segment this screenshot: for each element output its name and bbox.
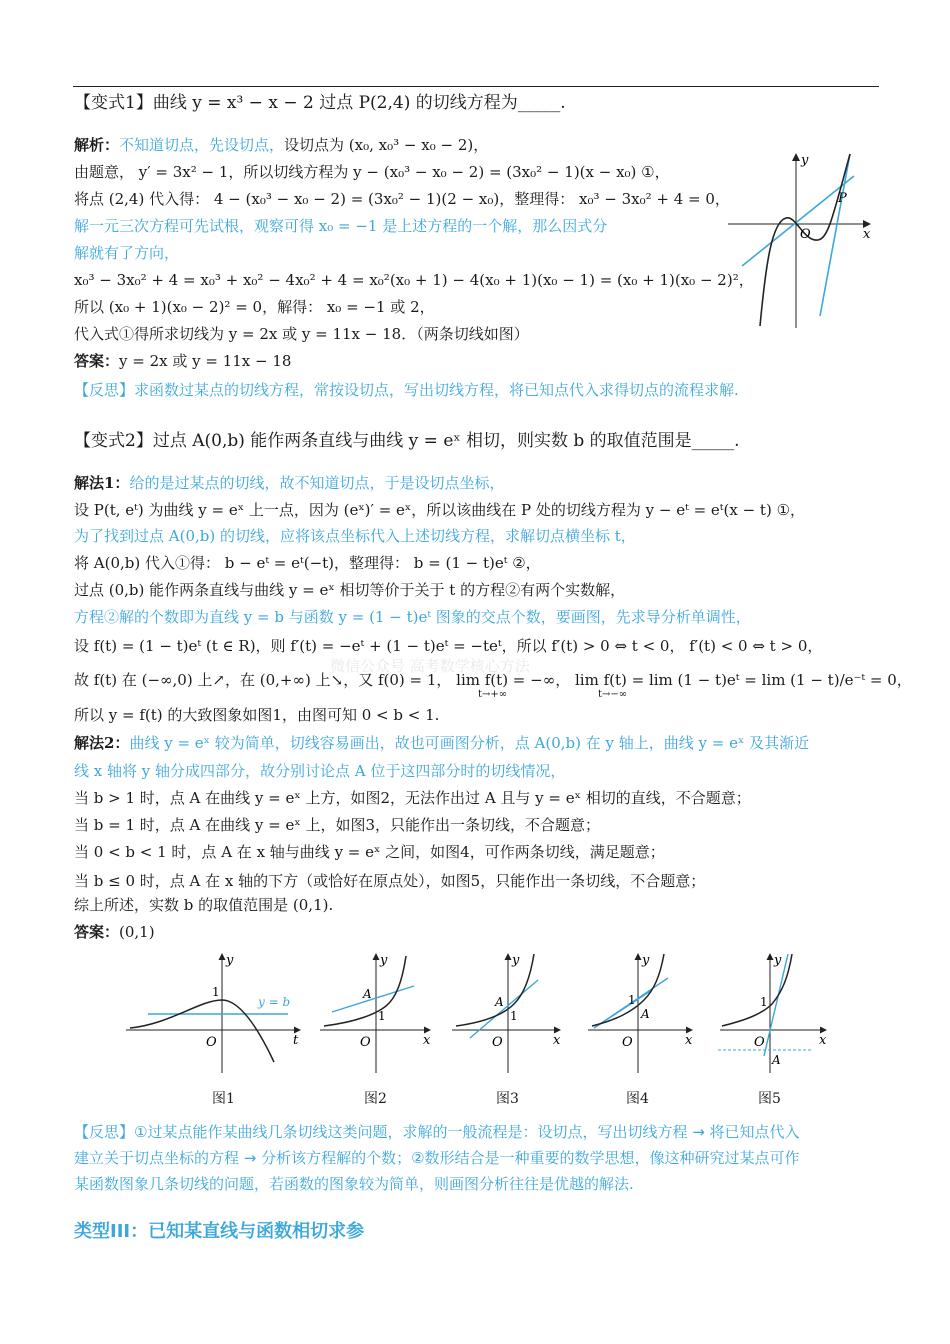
figure3 xyxy=(452,953,561,1073)
fig5-caption: 图5 xyxy=(758,1091,781,1107)
v2-method2-line1 xyxy=(74,733,809,753)
v2-summary: 综上所述，实数 b 的取值范围是 (0,1). xyxy=(74,896,334,914)
v2-line8: 故 f(t) 在 (−∞,0) 上↗，在 (0,+∞) 上↘，又 f(0) = 1， lim f(t) = −∞， lim f(t) = lim (1 − t)eᵗ = lim (1 − t)/e⁻ᵗ = 0， xyxy=(74,671,912,689)
v2-line6: 方程②解的个数即为直线 y = b 与函数 y = (1 − t)eᵗ 图象的交点个数，要画图，先求导分析单调性， xyxy=(74,608,751,626)
figure4 xyxy=(588,953,693,1073)
fig1-curve xyxy=(130,1000,274,1062)
figure2 xyxy=(320,953,431,1073)
watermark: 微信公众号 高考数学核心方法 xyxy=(330,657,530,675)
answer-label: 答案： xyxy=(74,923,120,941)
v2-reflection-line2: 建立关于切点坐标的方程 → 分析该方程解的个数；②数形结合是一种重要的数学思想，像这种研究过某点可作 xyxy=(74,1149,800,1167)
section-heading-type3: 类型III：已知某直线与函数相切求参 xyxy=(74,1221,365,1242)
v1-line4: 解一元三次方程可先试根，观察可得 x₀ = −1 是上述方程的一个解，那么因式分 xyxy=(74,217,608,235)
method1-hint: 给的是过某点的切线，故不知道切点，于是设切点坐标， xyxy=(129,474,505,492)
fig3-one: 1 xyxy=(510,1009,518,1023)
solution-label: 解析： xyxy=(74,136,120,154)
fig4-origin: O xyxy=(622,1035,633,1050)
v1-answer xyxy=(74,351,291,371)
v2-line9: 所以 y = f(t) 的大致图象如图1，由图可知 0 < b < 1. xyxy=(74,706,440,724)
answer-text: y = 2x 或 y = 11x − 18 xyxy=(119,352,292,370)
v1-line7: 所以 (x₀ + 1)(x₀ − 2)² = 0，解得： x₀ = −1 或 2， xyxy=(74,298,435,316)
fig2-x-label: x xyxy=(423,1033,431,1048)
fig1-t-label: t xyxy=(293,1033,299,1048)
v2-method2-line2: 线 x 轴将 y 轴分成四部分，故分别讨论点 A 位于这四部分时的切线情况， xyxy=(74,762,566,780)
v2-case4: 当 b ≤ 0 时，点 A 在 x 轴的下方（或恰好在原点处），如图5，只能作出一条切线，不合题意； xyxy=(74,872,706,890)
fig2-line xyxy=(332,986,414,1012)
fig3-x-label: x xyxy=(553,1033,561,1048)
fig5-one: 1 xyxy=(760,995,768,1009)
fig4-y-label: y xyxy=(642,953,650,968)
v2-line3: 为了找到过点 A(0,b) 的切线，应将该点坐标代入上述切线方程，求解切点横坐标 t， xyxy=(74,527,636,545)
method2-hint: 曲线 y = eˣ 较为简单，切线容易画出，故也可画图分析，点 A(0,b) 在 y 轴上，曲线 y = eˣ 及其渐近 xyxy=(129,734,810,752)
fig5-a: A xyxy=(772,1053,781,1067)
v2-line4: 将 A(0,b) 代入①得： b − eᵗ = eᵗ(−t)，整理得： b = (1 − t)eᵗ ②， xyxy=(74,554,541,572)
fig1-one: 1 xyxy=(212,985,220,999)
v1-line8: 代入式①得所求切线为 y = 2x 或 y = 11x − 18．（两条切线如图） xyxy=(74,325,529,343)
fig4-a: A xyxy=(641,1007,650,1021)
limit-subscript-2: t→−∞ xyxy=(598,689,628,700)
v2-reflection-line3: 某函数图象几条切线的问题，若函数的图象较为简单，则画图分析往往是优越的解法. xyxy=(74,1175,634,1193)
v2-line5: 过点 (0,b) 能作两条直线与曲线 y = eˣ 相切等价于关于 t 的方程②有两个实数解， xyxy=(74,581,626,599)
v2-line7: 设 f(t) = (1 − t)eᵗ (t ∈ R)，则 f′(t) = −eᵗ + (1 − t)eᵗ = −teᵗ，所以 f′(t) > 0 ⇔ t < 0， f′(t) < 0 ⇔ t > 0， xyxy=(74,637,823,655)
method2-label: 解法2： xyxy=(74,734,130,752)
method1-label: 解法1： xyxy=(74,474,130,492)
v1-line3: 将点 (2,4) 代入得： 4 − (x₀³ − x₀ − 2) = (3x₀² − 1)(2 − x₀)，整理得： x₀³ − 3x₀² + 4 = 0， xyxy=(74,190,730,208)
fig5-origin: O xyxy=(754,1035,765,1050)
point-p-label: P xyxy=(838,191,847,206)
v2-reflection-line1: 【反思】①过某点能作某曲线几条切线这类问题，求解的一般流程是：设切点，写出切线方程 → 将已知点代入 xyxy=(74,1123,800,1141)
variant2-question: 【变式2】过点 A(0,b) 能作两条直线与曲线 y = eˣ 相切，则实数 b 的取值范围是_____. xyxy=(74,431,740,451)
figure5 xyxy=(718,953,827,1073)
top-rule xyxy=(73,86,879,87)
fig5-curve xyxy=(722,954,792,1026)
v1-reflection: 【反思】求函数过某点的切线方程，常按设切点，写出切线方程，将已知点代入求得切点的流程求解. xyxy=(74,381,739,399)
fig4-curve xyxy=(592,954,664,1026)
fig3-curve xyxy=(456,954,534,1026)
v2-case1: 当 b > 1 时，点 A 在曲线 y = eˣ 上方，如图2，无法作出过 A 且与 y = eˣ 相切的直线，不合题意； xyxy=(74,789,751,807)
v2-case3: 当 0 < b < 1 时，点 A 在 x 轴与曲线 y = eˣ 之间，如图4，可作两条切线，满足题意； xyxy=(74,843,665,861)
variant1-question: 【变式1】曲线 y = x³ − x − 2 过点 P(2,4) 的切线方程为_____. xyxy=(74,93,566,113)
fig2-a: A xyxy=(363,987,372,1001)
fig5-y-label: y xyxy=(774,953,782,968)
v1-line2: 由题意， y′ = 3x² − 1，所以切线方程为 y − (x₀³ − x₀ − 2) = (3x₀² − 1)(x − x₀) ①， xyxy=(74,163,670,181)
fig1-yb-label: y = b xyxy=(258,995,291,1009)
fig2-y-label: y xyxy=(380,953,388,968)
origin-label: O xyxy=(800,227,811,242)
solution-hint: 不知道切点，先设切点， xyxy=(119,136,285,154)
solution-text: 设切点为 (x₀, x₀³ − x₀ − 2)， xyxy=(284,136,489,154)
v2-case2: 当 b = 1 时，点 A 在曲线 y = eˣ 上，如图3，只能作出一条切线，不合题意； xyxy=(74,816,601,834)
fig2-one: 1 xyxy=(378,1009,386,1023)
v2-line2: 设 P(t, eᵗ) 为曲线 y = eˣ 上一点，因为 (eˣ)′ = eˣ，所以该曲线在 P 处的切线方程为 y − eᵗ = eᵗ(x − t) ①， xyxy=(74,501,806,519)
v2-method1-line1 xyxy=(74,473,504,493)
v1-line6: x₀³ − 3x₀² + 4 = x₀³ + x₀² − 4x₀² + 4 = x₀²(x₀ + 1) − 4(x₀ + 1)(x₀ − 1) = (x₀ + 1)(x₀ − 2)²， xyxy=(74,271,754,289)
v1-line5: 解就有了方向， xyxy=(74,244,180,262)
v2-answer xyxy=(74,922,155,942)
fig4-x-label: x xyxy=(685,1033,693,1048)
fig3-y-label: y xyxy=(512,953,520,968)
answer-text: (0,1) xyxy=(119,923,155,941)
y-label: y xyxy=(801,153,809,168)
fig4-one: 1 xyxy=(628,993,636,1007)
fig3-a: A xyxy=(495,995,504,1009)
fig1-y-label: y xyxy=(226,953,234,968)
fig3-origin: O xyxy=(492,1035,503,1050)
v1-solution-line1 xyxy=(74,135,488,155)
fig2-origin: O xyxy=(360,1035,371,1050)
fig3-caption: 图3 xyxy=(496,1091,519,1107)
fig1-caption: 图1 xyxy=(212,1091,235,1107)
v1-tangent-figure xyxy=(728,150,878,332)
fig2-caption: 图2 xyxy=(364,1091,387,1107)
v2-figures xyxy=(120,948,830,1078)
answer-label: 答案： xyxy=(74,352,120,370)
fig3-tangent xyxy=(470,980,538,1038)
fig1-origin: O xyxy=(206,1035,217,1050)
x-label: x xyxy=(863,227,871,242)
fig5-x-label: x xyxy=(819,1033,827,1048)
limit-subscript-1: t→+∞ xyxy=(478,689,508,700)
figure1 xyxy=(126,953,300,1073)
fig4-caption: 图4 xyxy=(626,1091,649,1107)
